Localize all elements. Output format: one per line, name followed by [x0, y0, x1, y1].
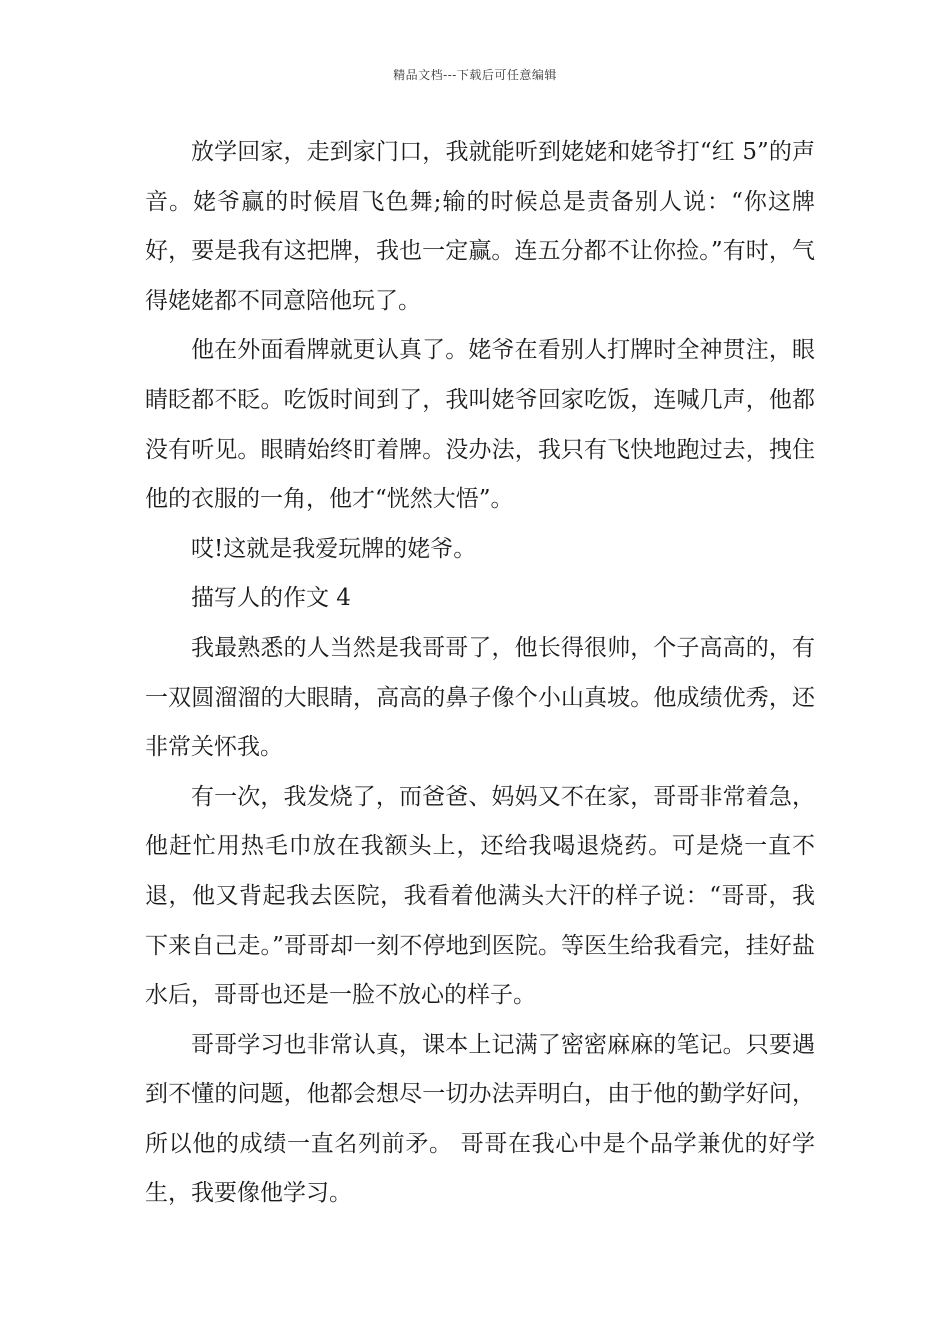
paragraph-5: 有一次，我发烧了，而爸爸、妈妈又不在家，哥哥非常着急，他赶忙用热毛巾放在我额头上，还给我喝退烧药。可是烧一直不退，他又背起我去医院，我看着他满头大汗的样子说：“哥哥，我下来自己走。”哥哥却一刻不停地到医院。等医生给我看完，挂好盐水后，哥哥也还是一脸不放心的样子。 — [145, 783, 815, 1009]
paragraph-6: 哥哥学习也非常认真，课本上记满了密密麻麻的笔记。只要遇到不懂的问题，他都会想尽一切办法弄明白，由于他的勤学好问，所以他的成绩一直名列前矛。 哥哥在我心中是个品学兼优的好学生，我要像他学习。 — [145, 1031, 815, 1207]
paragraph-2: 他在外面看牌就更认真了。姥爷在看别人打牌时全神贯注，眼睛眨都不眨。吃饭时间到了，我叫姥爷回家吃饭，连喊几声，他都没有听见。眼睛始终盯着牌。没办法，我只有飞快地跑过去，拽住他的衣服的一角，他才“恍然大悟”。 — [145, 337, 815, 513]
page-header: 精品文档---下载后可任意编辑 — [393, 68, 557, 82]
paragraph-4: 我最熟悉的人当然是我哥哥了，他长得很帅，个子高高的，有一双圆溜溜的大眼睛，高高的鼻子像个小山真坡。他成绩优秀，还非常关怀我。 — [145, 634, 815, 761]
document-body — [145, 128, 815, 1219]
section-heading: 描写人的作文 4 — [191, 585, 351, 612]
paragraph-1: 放学回家，走到家门口，我就能听到姥姥和姥爷打“红 5”的声音。姥爷赢的时候眉飞色舞;输的时候总是责备别人说：“你这牌好，要是我有这把牌，我也一定赢。连五分都不让你捡。”有时，气得姥姥都不同意陪他玩了。 — [145, 139, 815, 314]
paragraph-3: 哎!这就是我爱玩牌的姥爷。 — [191, 535, 477, 562]
